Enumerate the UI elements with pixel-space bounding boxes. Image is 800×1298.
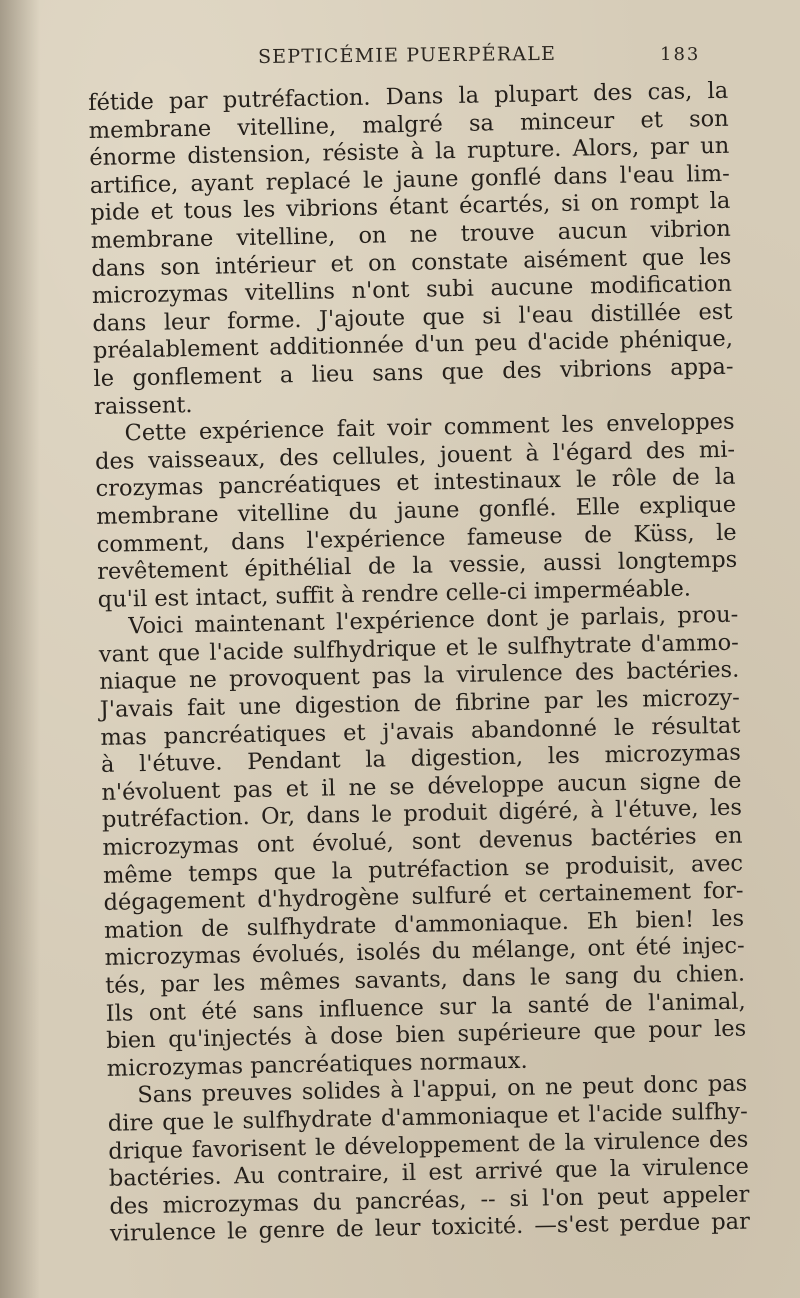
text-line: membrane vitelline du jaune gonflé. Elle explique — [95, 491, 737, 530]
text-line: le gonflement a lieu sans que des vibrions appa- — [93, 353, 734, 392]
text-line: niaque ne provoquent pas la virulence des bactéries. — [99, 657, 740, 696]
text-line: crozymas pancréatiques et intestinaux le rôle de la — [95, 463, 736, 503]
text-line: des microzymas du pancréas, -- si l'on peut appeler — [109, 1181, 750, 1220]
text-line: microzymas pancréatiques normaux. — [106, 1047, 528, 1082]
text-line: pide et tous les vibrions étant écartés, si on rompt la — [90, 188, 731, 227]
text-line: microzymas vitellins n'ont subi aucune modification — [91, 270, 733, 310]
text-line: dans son intérieur et on constate aisément que les — [91, 243, 732, 282]
text-line: n'évoluent pas et il ne se développe aucun signe de — [101, 767, 742, 806]
text-line: bactéries. Au contraire, il est arrivé que la virulence — [108, 1153, 750, 1192]
text-line: raissent. — [93, 391, 193, 420]
text-line: Ils ont été sans influence sur la santé de l'animal, — [105, 988, 746, 1027]
text-line: Voici maintenant l'expérience dont je parlais, prou- — [128, 601, 739, 640]
text-line: J'avais fait une digestion de fibrine par les microzy- — [99, 684, 741, 723]
text-line: artifice, ayant replacé le jaune gonflé dans l'eau lim- — [89, 160, 730, 199]
text-line: comment, dans l'expérience fameuse de Küss, le — [96, 519, 737, 558]
text-line: putréfaction. Or, dans le produit digéré, à l'étuve, les — [101, 795, 743, 834]
text-line: microzymas évolués, isolés du mélange, ont été injec- — [104, 932, 745, 972]
text-line: Sans preuves solides à l'appui, on ne peut donc pas — [137, 1070, 748, 1109]
text-line: Cette expérience fait voir comment les enveloppes — [124, 408, 735, 447]
text-line: vant que l'acide sulfhydrique et le sulfhytrate d'ammo- — [98, 629, 739, 668]
text-line: mation de sulfhydrate d'ammoniaque. Eh bien! les — [103, 905, 745, 944]
body-text — [88, 78, 750, 1249]
text-line: microzymas ont évolué, sont devenus bactéries en — [102, 822, 743, 861]
text-line: revêtement épithélial de la vessie, aussi longtemps — [97, 546, 738, 586]
text-line: bien qu'injectés à dose bien supérieure que pour les — [106, 1015, 747, 1055]
text-line: dire que le sulfhydrate d'ammoniaque et l'acide sulfhy- — [107, 1098, 748, 1137]
text-line: mas pancréatiques et j'avais abandonné le résultat — [100, 712, 741, 751]
text-line: virulence le genre de leur toxicité. —s'est perdue par — [109, 1208, 751, 1248]
text-line: drique favorisent le développement de la virulence des — [108, 1126, 749, 1165]
text-line: membrane vitelline, on ne trouve aucun vibrion — [90, 215, 732, 254]
text-line: dégagement d'hydrogène sulfuré et certainement for- — [103, 877, 744, 917]
text-line: membrane vitelline, malgré sa minceur et son — [88, 105, 729, 144]
text-line: dans leur forme. J'ajoute que si l'eau distillée est — [92, 298, 733, 337]
text-line: qu'il est intact, suffit à rendre celle-ci imperméable. — [97, 575, 692, 613]
spine-shadow — [0, 0, 40, 1298]
text-line: tés, par les mêmes savants, dans le sang du chien. — [104, 960, 746, 999]
text-line: même temps que la putréfaction se produisit, avec — [102, 850, 744, 889]
text-line: fétide par putréfaction. Dans la plupart des cas, la — [88, 77, 729, 116]
text-line: énorme distension, résiste à la rupture. Alors, par un — [89, 132, 730, 172]
text-line: à l'étuve. Pendant la digestion, les microzymas — [100, 739, 742, 779]
page-number: 183 — [660, 44, 701, 65]
running-title: SEPTICÉMIE PUERPÉRALE — [257, 42, 557, 68]
page-header — [0, 42, 800, 76]
text-line: des vaisseaux, des cellules, jouent à l'égard des mi- — [94, 436, 736, 475]
text-line: préalablement additionnée d'un peu d'acide phénique, — [92, 326, 734, 365]
